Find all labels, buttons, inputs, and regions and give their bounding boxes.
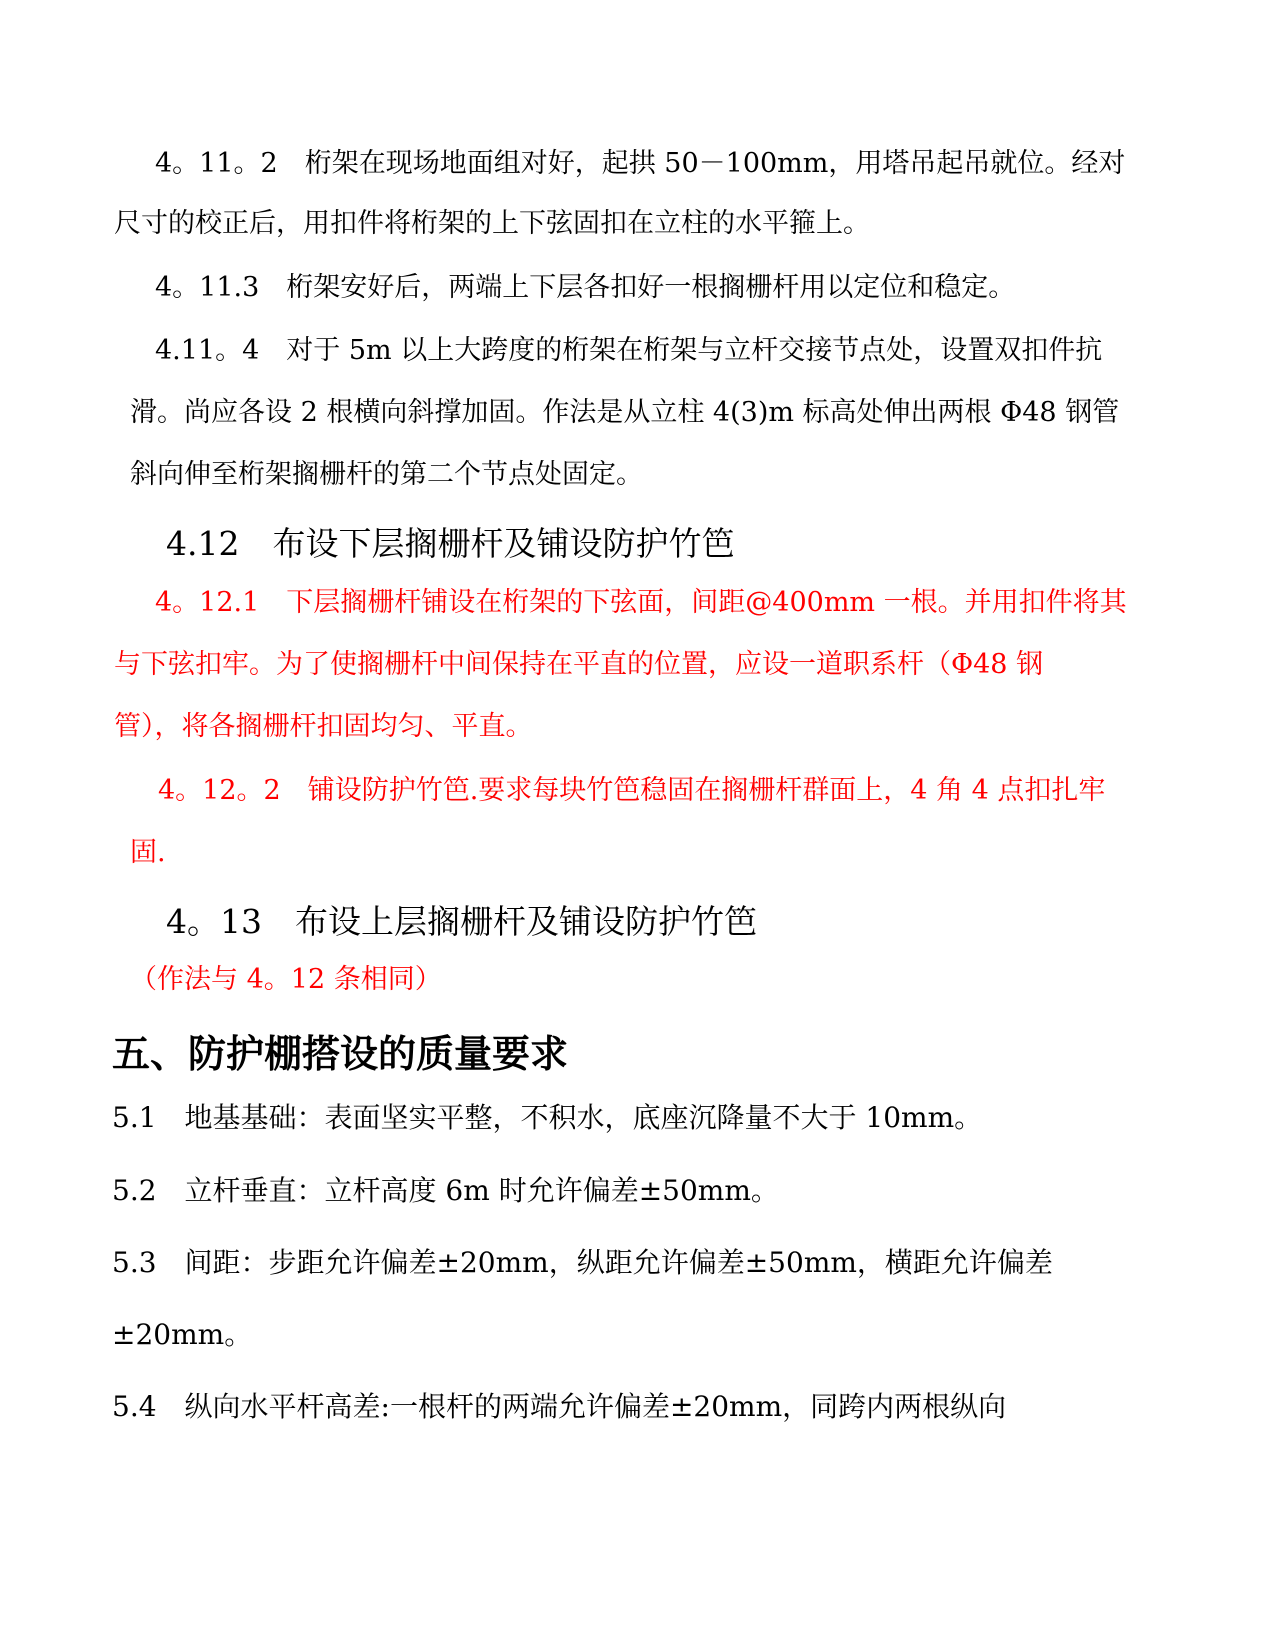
item-5-1: 5.1 地基基础：表面坚实平整，不积水，底座沉降量不大于 10mm。 xyxy=(112,1101,983,1134)
para-4-12-2-line-2: 固. xyxy=(130,837,166,868)
para-4-11-2-line-1: 4。11。2 桁架在现场地面组对好，起拱 50－100mm，用塔吊起吊就位。经对 xyxy=(155,148,1126,179)
item-5-3-line-2: ±20mm。 xyxy=(112,1318,253,1351)
para-4-11-4-line-3: 斜向伸至桁架搁栅杆的第二个节点处固定。 xyxy=(130,459,643,490)
item-5-2: 5.2 立杆垂直：立杆高度 6m 时允许偏差±50mm。 xyxy=(112,1174,779,1207)
note-4-13: （作法与 4。12 条相同） xyxy=(130,964,442,995)
para-4-12-2-line-1: 4。12。2 铺设防护竹笆.要求每块竹笆稳固在搁栅杆群面上，4 角 4 点扣扎牢 xyxy=(158,775,1106,806)
heading-section-5: 五、防护棚搭设的质量要求 xyxy=(112,1032,569,1076)
para-4-11-4-line-1: 4.11。4 对于 5m 以上大跨度的桁架在桁架与立杆交接节点处，设置双扣件抗 xyxy=(155,335,1103,366)
para-4-11-3-line-1: 4。11.3 桁架安好后，两端上下层各扣好一根搁栅杆用以定位和稳定。 xyxy=(155,272,1016,303)
heading-4-12: 4.12 布设下层搁栅杆及铺设防护竹笆 xyxy=(166,524,735,563)
heading-4-13: 4。13 布设上层搁栅杆及铺设防护竹笆 xyxy=(166,902,757,941)
para-4-11-2-line-2: 尺寸的校正后，用扣件将桁架的上下弦固扣在立柱的水平箍上。 xyxy=(114,208,870,239)
para-4-11-4-line-2: 滑。尚应各设 2 根横向斜撑加固。作法是从立柱 4(3)m 标高处伸出两根 Φ48 钢管 xyxy=(130,397,1120,428)
para-4-12-1-line-2: 与下弦扣牢。为了使搁栅杆中间保持在平直的位置，应设一道职系杆（Φ48 钢 xyxy=(114,649,1044,680)
item-5-4-line-1: 5.4 纵向水平杆高差:一根杆的两端允许偏差±20mm，同跨内两根纵向 xyxy=(112,1390,1007,1423)
item-5-3-line-1: 5.3 间距：步距允许偏差±20mm，纵距允许偏差±50mm，横距允许偏差 xyxy=(112,1246,1053,1279)
para-4-12-1-line-3: 管），将各搁栅杆扣固均匀、平直。 xyxy=(114,711,533,742)
para-4-12-1-line-1: 4。12.1 下层搁栅杆铺设在桁架的下弦面，间距@400mm 一根。并用扣件将其 xyxy=(155,587,1127,618)
